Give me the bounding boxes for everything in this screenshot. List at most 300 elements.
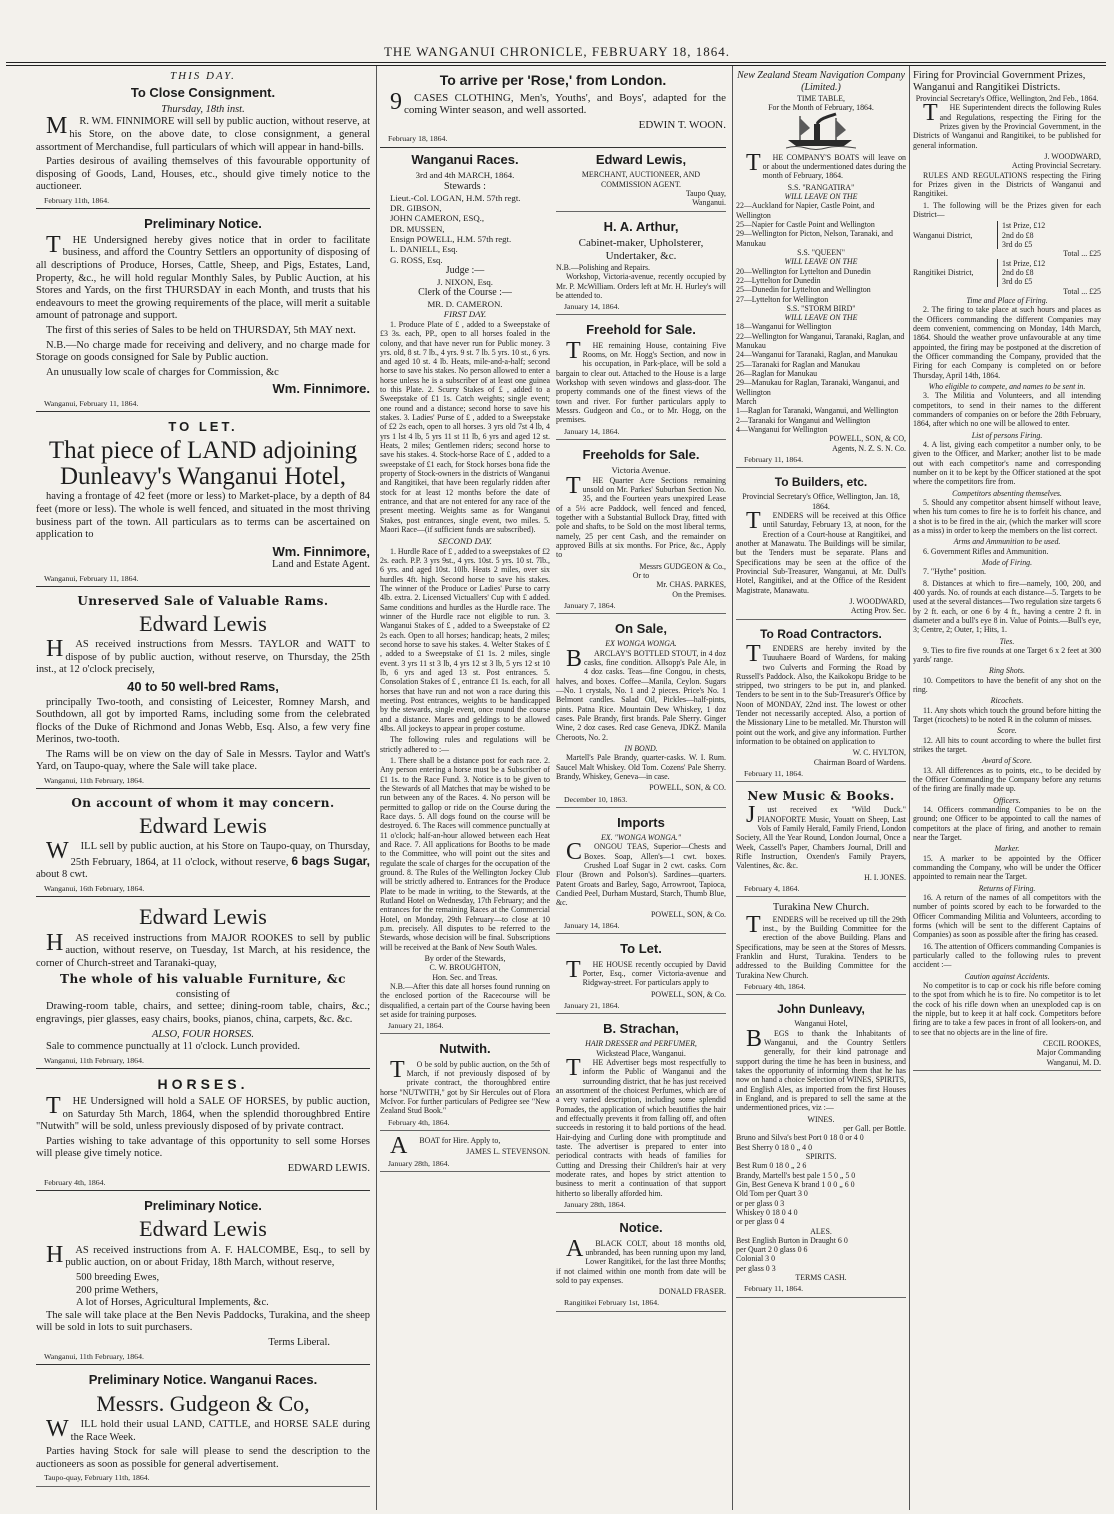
list-item: 29—Wellington for Picton, Nelson, Taranaki, and Manukau: [736, 229, 893, 248]
list-item: 22—Wellington for Wanganui, Taranaki, Raglan, and Manukau: [736, 331, 905, 351]
ad-body: BARCLAY'S BOTTLED STOUT, in 4 doz casks, fine condition. Allsopp's Pale Ale, in 4 doz casks. Teas—fine Congou, in chests, halves, and boxes. Coffee—Manila, Ceylon. Sugars—No. 1 crystals, No. 1 and 2 pieces. Price's No. 1 Belmont candles. Salad Oil, Pickles—half-pints, pints. Patna Rice. Mountain Dew Whiskey, 1 doz cases. Pale Brandy, first brands. Pale Sherry. Ginger Wine, 2 doz cases. Red case Geneva, JDKZ. Manila Cheroots, No. 2.: [556, 645, 726, 742]
steamship-icon: [786, 112, 856, 150]
rule-body: 7. "Hythe" position.: [923, 567, 986, 577]
masthead-rule-thin: [6, 65, 1106, 66]
ad-big-title: That piece of LAND adjoining Dunleavy's Wanganui Hotel,: [48, 436, 358, 491]
price-table: [736, 1133, 906, 1273]
column-divider: [909, 66, 910, 1510]
ad-body: 1. Produce Plate of £ , added to a Sweepstake of £3 3s. each, PP., open to all horses foaled in the colony, and that have never run for Public money. 3 yrs. old, 8 st. 7 lb., 4 yrs. 9 st. 7 lb. 5 yrs. 10 st., 6 yrs. and aged 10 st. 4 lb. Heats, mile-and-a-half; second horse to save his stakes. No person allowed to enter a horse unless he is a subscriber of at least one guinea to this Plate. 2. Scurry Stakes of £ , added to a Sweepstake of £1 1s. Catch weights; single event; one round and a distance; second horse to save his stakes. 3. Ladies' Purse of £ , added to a Sweepstake of £2 2s each, open to all horses. 3 yrs old 7st 4 lb, 4 yrs 1 lst 4 lb, 5 yrs 11 st 11 lb, 6 yrs and aged 12 st. Heats, 2 miles; Gentlemen riders; second horse to save his stakes. 4. Stock-horse Race of £ , added to a sweepstake of £1 each, for Stock horses bona fide the property of Stock-owners in the districts of Wanganui and Rangitikei, that have been regularly ridden after stock for at least 12 months before the date of entrance, and that are not entered for any race of the present meeting. Weights same as for Wanganui Stakes, post entrances, single event, two miles. 5. Maori Race—(if sufficient funds are subscribed).: [380, 319, 550, 535]
ad-ha-arthur: [556, 215, 726, 316]
list-item: 1—Raglan for Taranaki, Wanganui, and Wellington: [736, 406, 899, 416]
table-row: Bruno and Silva's best Port 0 18 0 or 4 0: [736, 1133, 864, 1143]
ad-heading: Notice.: [619, 1220, 663, 1236]
ad-body: TENDERS are hereby invited by the Tuuuhaere Board of Wardens, for making two Culverts and Forming the Road by Russell's Paddock. Also, the Kaikokopu Bridge to be stripped, two stringers to be put in, and planked. Tenders to be sent in to the Sub-Treasurer's Office by Noon of MONDAY, 22nd inst. The lowest or other Tender not necessarily accepted. Also, a portion of the Missionary Line to be metalled. Mr. Thurston will point out the work, and give any information. Further information to be obtained on application to: [736, 640, 906, 747]
ad-body: N.B.—After this date all horses found running on the enclosed portion of the Racecourse will be disqualified, a certain part of the Course having been set aside for training purposes.: [380, 981, 550, 1019]
ad-signer: EDWIN T. WOON.: [638, 119, 726, 132]
list-item: 25—Taranaki for Raglan and Manukau: [736, 359, 860, 369]
ad-bold-inline: 6 bags Sugar,: [291, 853, 370, 868]
ad-line: 3rd and 4th MARCH, 1864.: [415, 170, 515, 181]
ad-signer-title: Hon. Sec. and Treas.: [432, 972, 498, 982]
ad-date: February 4, 1864.: [744, 884, 800, 894]
table-row: or per glass 0 3: [736, 1198, 785, 1208]
ad-nutwith: [380, 1037, 550, 1130]
table-row: Best English Burton in Draught 6 0: [736, 1235, 848, 1245]
ad-line: Or to: [632, 570, 650, 580]
list-item: 25—Dunedin for Lyttelton and Wellington: [736, 285, 871, 295]
ad-heading: Imports: [617, 814, 665, 830]
district-label: Rangitikei District,: [913, 268, 974, 278]
ad-bold-line: The whole of his valuable Furniture, &c: [60, 972, 346, 987]
ad-date: January 28th, 1864.: [564, 1200, 626, 1209]
table-row: SPIRITS.: [805, 1151, 837, 1161]
ad-date: February 18, 1864.: [388, 134, 448, 144]
ad-heading: Edward Lewis,: [595, 152, 687, 167]
ad-line: MR. D. CAMERON.: [427, 299, 503, 310]
rule-heading: Who eligible to compete, and names to be sent in.: [928, 381, 1086, 391]
rule-heading: Mode of Firing.: [981, 557, 1033, 567]
list-item: 500 breeding Ewes,: [76, 1272, 160, 1284]
ad-line: ALSO, FOUR HORSES.: [151, 1028, 255, 1040]
list-item: JOHN CAMERON, ESQ.,: [390, 213, 485, 224]
ad-body: THE COMPANY'S BOATS will leave on or about the undermentioned dates during the month of February, 1864.: [746, 149, 906, 181]
list-item: A lot of Horses, Agricultural Implements, &c.: [76, 1297, 269, 1309]
ad-line: EX WONGA WONGA.: [605, 639, 677, 649]
ad-date: February 11, 1864.: [744, 1284, 804, 1294]
ad-edward-lewis: [556, 148, 726, 212]
ad-body: Parties desirous of availing themselves of this favourable opportunity of disposing of Goods, Land, Houses, etc., should give timely notice to the auctioneer.: [36, 156, 370, 193]
ad-heading: Wanganui Races.: [411, 152, 519, 167]
ship-leave: WILL LEAVE ON THE: [784, 191, 858, 201]
ad-date: January 14, 1864.: [564, 302, 620, 312]
ad-body: N.B.—No charge made for receiving and delivery, and no charge made for Storage on goods consigned for Sale by Public auction.: [36, 339, 370, 364]
ad-date: February 11, 1864.: [744, 769, 804, 779]
prize-table-wanganui: [913, 221, 1101, 249]
ad-date: December 10, 1863.: [564, 794, 628, 804]
ad-body-text: WILL sell by public auction, at his Store on Taupo-quay, on Thursday, 25th February, 1864, at 11 o'clock, without reserve,: [46, 838, 370, 868]
ad-heading: Nutwith.: [439, 1041, 491, 1057]
ad-signer: On the Premises.: [672, 589, 726, 599]
ad-body: THE Advertiser begs most respectfully to inform the Public of Wanganui and the surrounding district, that he has just received an assortment of the choicest Perfumes, which are of a very varied description, including some splendid Pomades, the application of which beautifies the hair and effectually prevents it from falling off, and often succeeds in restoring it to bald portions of the head. Hair-dying and Curling done with promptitude and taste. The advertiser is prepared to enter into periodical contracts with heads of families for Cutting and Dressing their Children's hair at very moderate rates, and hopes by strict attention to business to merit a continuation of that support hitherto so liberally afforded him.: [556, 1055, 726, 1198]
list-item: 20—Wellington for Lyttelton and Dunedin: [736, 266, 871, 276]
ad-heading: To Close Consignment.: [130, 85, 276, 101]
ad-body: Parties wishing to take advantage of this opportunity to sell some Horses will please give timely notice.: [36, 1135, 370, 1160]
ad-furniture: [36, 900, 370, 1069]
ship-leave: WILL LEAVE ON THE: [784, 257, 858, 267]
ad-heading: HORSES.: [157, 1076, 249, 1093]
column-2-right: [556, 148, 726, 1315]
table-row: Colonial 3 0: [736, 1254, 776, 1264]
ad-steam-navigation: [736, 68, 906, 468]
ad-heading: Preliminary Notice. Wanganui Races.: [88, 1371, 318, 1387]
ad-date: January 21, 1864.: [388, 1021, 444, 1031]
rule-body: 5. Should any competitor absent himself without leave, when his turn comes to fire he is to forfeit his chance, and a shot is to be fired in the air, (which the marker will score as a miss) in order to keep the members on the list correct.: [913, 497, 1101, 535]
ship-name: S.S. "QUEEN": [797, 247, 845, 257]
ad-signer-title: Agents, N. Z. S. N. Co.: [832, 443, 906, 453]
steamship-image: [736, 112, 906, 152]
ad-line: Terms Liberal.: [268, 1337, 330, 1349]
ad-firing-prizes: [913, 68, 1101, 1071]
ad-notice: [556, 1216, 726, 1311]
ad-on-account: [36, 792, 370, 897]
ad-date: Wanganui, February 11, 1864.: [44, 399, 139, 408]
ad-subheading: SECOND DAY.: [438, 536, 492, 547]
rule-heading: Caution against Accidents.: [964, 971, 1050, 981]
ad-heading: Freeholds for Sale.: [582, 446, 700, 462]
ad-line: Provincial Secretary's Office, Wellington, 2nd Feb., 1864.: [915, 94, 1099, 104]
ad-line: By order of the Stewards,: [424, 953, 506, 963]
list-item: 27—Lyttelton for Wellington: [736, 294, 829, 304]
ad-body-text: about 8 cwt.: [36, 869, 88, 881]
ad-to-builders: [736, 471, 906, 619]
table-row: Whiskey 0 18 0 4 0: [736, 1207, 798, 1217]
ad-heading: To Let.: [620, 941, 662, 957]
rule-heading: List of persons Firing.: [971, 430, 1043, 440]
ad-body: HAS received instructions from A. F. HALCOMBE, Esq., to sell by public auction, on or about Friday, 18th March, without reserve,: [46, 1241, 370, 1269]
list-item: March: [736, 397, 757, 407]
list-item: 1st Prize, £12: [1002, 221, 1046, 231]
ad-preliminary-notice: [36, 212, 370, 412]
ad-rose-london: [380, 68, 726, 148]
column-1: [36, 68, 370, 1508]
column-2: [380, 68, 726, 1508]
price-table-header: per Gall. per Bottle.: [843, 1123, 906, 1133]
ad-date: January 7, 1864.: [564, 600, 616, 610]
ad-to-let: [36, 415, 370, 587]
ad-signer: Messrs GUDGEON & Co.,: [639, 561, 726, 571]
list-item: DR. MUSSEN,: [390, 223, 445, 234]
rule-heading: Officers.: [993, 795, 1021, 805]
table-row: ALES.: [810, 1226, 832, 1236]
list-item: 26—Raglan for Manukau: [736, 369, 818, 379]
ad-signer: H. I. JONES.: [864, 872, 906, 882]
masthead-title: THE WANGANUI CHRONICLE, FEBRUARY 18, 1864.: [383, 44, 731, 59]
ad-body: 9CASES CLOTHING, Men's, Youths', and Boys', adapted for the coming Winter season, and well assorted.: [390, 88, 726, 117]
rule-body: 10. Competitors to have the benefit of any shot on the ring.: [913, 675, 1101, 695]
ad-on-sale: [556, 617, 726, 808]
ad-date: Rangitikei February 1st, 1864.: [564, 1298, 660, 1308]
rule-body: 12. All hits to count according to where the bullet first strikes the target.: [913, 735, 1101, 755]
ad-line: HAIR DRESSER and PERFUMER,: [585, 1039, 697, 1049]
ad-heading: Unreserved Sale of Valuable Rams.: [77, 594, 329, 609]
ad-signer: POWELL, SON, & Co.: [651, 989, 726, 999]
ad-body: HAS received instructions from MAJOR ROOKES to sell by public auction, without reserve, on Tuesday, 1st March, at his residence, the corner of Church-street and Taranaki-quay,: [36, 929, 370, 969]
ad-signer-title: Acting Prov. Sec.: [850, 606, 906, 616]
ad-to-let-2: [556, 937, 726, 1014]
prize-list: [997, 259, 1045, 287]
ad-bold-line: 40 to 50 well-bred Rams,: [127, 678, 279, 694]
ad-gudgeon: [36, 1368, 370, 1487]
list-item: 1st Prize, £12: [1002, 258, 1046, 268]
ad-signer: POWELL, SON, & CO,: [829, 434, 906, 444]
ad-line: Stewards :: [444, 180, 486, 192]
stewards-list: [390, 193, 550, 266]
list-item: DR. GIBSON,: [390, 202, 442, 213]
ad-body: The following rules and regulations will be strictly adhered to :—: [380, 735, 550, 754]
ad-date: Wanganui, 16th February, 1864.: [44, 883, 145, 893]
prize-table-rangitikei: [913, 259, 1101, 287]
ad-body: TO be sold by public auction, on the 5th of March, if not previously disposed of by private contract, the thoroughbred entire horse "NUTWITH," got by Sir Hercules out of Flora McIvor. For further particulars of Pedigree see "New Zealand Stud Book.": [380, 1056, 550, 1116]
prize-total: Total ... £25: [1063, 249, 1101, 259]
ad-preliminary-notice-2: [36, 1194, 370, 1365]
ad-heading: B. Strachan,: [603, 1021, 679, 1037]
ad-heading: Turakina New Church.: [772, 902, 870, 914]
ad-body: ABOAT for Hire. Apply to,: [390, 1132, 501, 1159]
ad-line: TIME TABLE,: [797, 93, 845, 103]
rule-heading: Ties.: [999, 636, 1015, 646]
table-row: Brandy, Martell's best pale 1 5 0 „ 5 0: [736, 1170, 856, 1180]
ad-signer-title: Wanganui, M. D.: [1046, 1057, 1101, 1067]
ad-signer: Mr. CHAS. PARKES,: [656, 580, 726, 590]
ad-body: THE Undersigned hereby gives notice that in order to facilitate business, and afford the Country Settlers an opportunity of disposing of all descriptions of Produce, Horses, Cattle, Sheep, and Pigs, Estates, Land, Property, &c., he will hold regular Monthly Sales, by Public Auction, at his Stores and Yards, on the first THURSDAY in each Month, and trusts that his endeavours to meet the growing requirements of the place, will merit a suitable amount of patronage and support.: [36, 231, 370, 322]
ad-line: MERCHANT, AUCTIONEER, AND COMMISSION AGENT.: [581, 170, 701, 189]
prize-total: Total ... £25: [1063, 286, 1101, 296]
ad-body: BEGS to thank the Inhabitants of Wanganui, and the Country Settlers generally, for their kind patronage and support during the time he has been in business, and takes the opportunity of informing them that he has now on hand a choice Selection of WINES, SPIRITS, and English Ales, as imported from the first Houses in England, and is prepared to sell the same at the undermentioned prices, viz :—: [736, 1025, 906, 1113]
ad-close-consignment: [36, 68, 370, 209]
ad-line: Taupo Quay,: [685, 188, 726, 198]
ad-heading: On account of whom it may concern.: [71, 796, 335, 811]
ad-signer: POWELL, SON, & Co.: [651, 909, 726, 919]
ad-heading: On Sale,: [614, 621, 668, 637]
ad-body: THE HOUSE recently occupied by David Porter, Esq., corner Victoria-avenue and Ridgway-street. For particulars apply to: [566, 956, 726, 988]
ship-name: S.S. "RANGATIRA": [787, 182, 855, 192]
ad-date: February 4th, 1864.: [44, 1177, 106, 1187]
ad-body: Parties having Stock for sale will please to send the description to the auctioneers as soon as possible for general advertisement.: [36, 1446, 370, 1470]
ad-signer: J. WOODWARD,: [1044, 152, 1101, 162]
ad-body: THE remaining House, containing Five Rooms, on Mr. Hogg's Section, and now in his occupation, in Park-place, will be sold a bargain to clear out. Attached to the House is a large Workshop with seven windows and glass-door. The property commands one of the finest views of the town and river. For further particulars apply to Messrs. Gudgeon and Co., or to Mr. Hogg, on the premises.: [556, 337, 726, 425]
ad-big-title: Edward Lewis: [139, 904, 267, 930]
ad-heading: Firing for Provincial Government Prizes, Wanganui and Rangitikei Districts.: [913, 70, 1086, 94]
rule-heading: Ricochets.: [990, 696, 1024, 706]
list-item: 29—Manukau for Raglan, Taranaki, Wanganui, and Wellington: [736, 378, 900, 397]
ad-wanganui-races: [380, 148, 550, 1034]
ad-line: Clerk of the Course :—: [418, 287, 512, 299]
rule-body: 8. Distances at which to fire—namely, 100, 200, and 400 yards. No. of rounds at each distance—5. Targets to be used at the several distances—Two regulation size targets 6 by 2 ft. each, or one 6 by 4 ft., having a centre 2 ft. in diameter and a bull's eye 8 in. Value of Points.—Bull's eye, 3; Centre, 2; Outer, 1; Hits, 1.: [913, 578, 1101, 635]
list-item: 22—Auckland for Napier, Castle Point, and Wellington: [736, 201, 875, 220]
ad-subheading: IN BOND.: [624, 743, 658, 753]
district-label: Wanganui District,: [913, 230, 973, 240]
ad-date: January 21, 1864.: [564, 1000, 620, 1010]
ad-body: Sale to commence punctually at 11 o'clock. Lunch provided.: [46, 1041, 301, 1053]
list-item: Ensign POWELL, H.M. 57th regt.: [390, 234, 512, 244]
rule-body: 13. All differences as to points, etc., to be decided by the Officer Commanding the Company before any returns of the firing are finally made up.: [913, 765, 1101, 794]
ad-line: Provincial Secretary's Office, Wellington, Jan. 18, 1864.: [742, 492, 900, 511]
ad-signer: POWELL, SON, & CO.: [649, 783, 726, 793]
table-row: Best Sherry 0 18 0 „ 4 0: [736, 1142, 813, 1152]
ad-signer: DONALD FRASER.: [658, 1287, 726, 1297]
ad-body: principally Two-tooth, and consisting of Leicester, Romney Marsh, and Southdown, all got by imported Rams, including some from the celebrated flocks of the Duke of Richmond and Jonas Webb, Esq. Also, a few very fine Merinos, two-tooth.: [36, 696, 370, 746]
ad-heading: Preliminary Notice.: [144, 216, 262, 232]
ad-body: 1. There shall be a distance post for each race. 2. Any person entering a horse must be a Subscriber of £1 1s. to the Race Fund. 3. Notice is to be given to the Stewards of all Matches that may be wished to be run between any of the Races. 4. No person will be permitted to gallop or ride on the Course during the Race days. 5. All dogs found on the course will be destroyed. 6. The Races will commence punctually at 11 o'clock; half-an-hour allowed between each Heat and Race. 7. All applications for Booths to be made to the Committee, who will point out the sites and regulate the scale of charges for the occupation of the ground. 8. The Rules of the Wellington Jockey Club will be strictly adhered to. Entrances for the Produce Plate to be made in writing, to the Stewards, at the Rutland Hotel on Wednesday, 17th February; and the entrances for the remaining Races at the Commercial Hotel, on Monday, 29th February—to close at 10 p.m. precisely. All disputes to be referred to the Stewards, whose decision will be final. Subscriptions will be received at the Bank of New South Wales.: [380, 755, 550, 952]
ad-date: February 4th, 1864.: [388, 1117, 450, 1127]
masthead-rule: [6, 62, 1106, 63]
ship-name: S.S. "STORM BIRD": [786, 303, 856, 313]
list-item: Lieut.-Col. LOGAN, H.M. 57th regt.: [390, 192, 521, 203]
ad-new-music: [736, 785, 906, 897]
ad-signer-title: Major Commanding: [1036, 1048, 1101, 1058]
ad-body: The first of this series of Sales to be held on THURSDAY, 5th MAY next.: [46, 325, 356, 337]
rule-body: 9. Ties to fire five rounds at one Target 6 x 2 feet at 300 yards' range.: [913, 645, 1101, 665]
rule-body: 2. The firing to take place at such hours and places as the Officers commanding the different Companies may deem convenient, commencing on Monday, 14th March, 1864. Should the weather prove unfavourable at any time appointed, the firing may be postponed at the discretion of the Officer commanding the Company, provided that the Firing for each Company is completed on or before Thursday, April 14th, 1864.: [913, 305, 1101, 380]
ad-big-title: Edward Lewis: [139, 1216, 267, 1242]
ad-item-list: [76, 1272, 370, 1310]
ad-heading: To Builders, etc.: [774, 475, 868, 490]
rule-body: 4. A list, giving each competitor a number only, to be given to the Officer, and Marker; another list to be made out with each competitor's name and corresponding number on it to be kept by the Officer stationed at the spot where the competitors fire from.: [913, 439, 1101, 487]
ad-date: Taupo-quay, February 11th, 1864.: [44, 1473, 150, 1483]
ad-date: Wanganui, 11th February, 1864.: [44, 1351, 144, 1361]
ad-signer: J. WOODWARD,: [849, 597, 906, 607]
ad-body: THE Quarter Acre Sections remaining unsold on Mr. Parkes' Suburban Section No. 35, and the Fourteen years unexpired Lease of a 5½ acre Paddock, well fenced and fenced, together with a Substantial Bullock Dray, fitted with pole and shafts, to be Sold on the most liberal terms, namely, 25 per cent Cash, and the remainder on approved Bills at six months. For Price, &c., Apply to: [556, 472, 726, 560]
list-item: 2nd do £8: [1002, 268, 1034, 278]
table-row: per glass 0 3: [736, 1263, 776, 1273]
list-item: G. ROSS, Esq.: [390, 254, 443, 265]
rule-body: No competitor is to cap or cock his rifle before coming to the spot from which he is to fire. No competitor is to let the cock of his rifle down when an unexploded cap is on the nipple, but to keep it at half cock. Competitors before firing are to take a few paces in front of all lookers-on, and to see that no objects are in the line of fire.: [913, 980, 1101, 1037]
list-item: 22—Lyttelton for Dunedin: [736, 275, 821, 285]
ad-body: THE Undersigned will hold a SALE OF HORSES, by public auction, on Saturday 5th March, 1864, when the splendid thoroughbred Entire "Nutwith" will be sold, unless previously disposed of by private contract.: [36, 1092, 370, 1133]
ad-heading: New Zealand Steam Navigation Company (Limited.): [737, 70, 905, 93]
ad-date: January 14, 1864.: [564, 426, 620, 436]
ad-body: RULES AND REGULATIONS respecting the Firing for Prizes given in the Districts of Wanganui and Rangitikei.: [913, 170, 1101, 199]
ad-signer-title: Acting Provincial Secretary.: [1011, 161, 1101, 171]
ad-subheading: FIRST DAY.: [443, 309, 487, 320]
ad-date: Wanganui, February 11, 1864.: [44, 574, 139, 583]
ad-line: Cabinet-maker, Upholsterer, Undertaker, &c.: [578, 236, 704, 262]
ad-date: February 4th, 1864.: [744, 981, 806, 991]
ad-boat-hire: [380, 1134, 550, 1172]
ad-heading: To Road Contractors.: [760, 626, 882, 641]
rule-heading: Score.: [997, 726, 1017, 736]
ad-signer: JAMES L. STEVENSON.: [466, 1147, 550, 1157]
ad-john-dunleavy: [736, 998, 906, 1298]
ad-line: J. NIXON, Esq.: [437, 276, 493, 287]
ad-heading: Freehold for Sale.: [586, 322, 696, 338]
ad-turakina-church: [736, 900, 906, 995]
ad-line: EX. "WONGA WONGA.": [600, 833, 682, 843]
ad-line: For the Month of February, 1864.: [768, 102, 874, 112]
ad-strachan: [556, 1017, 726, 1213]
ad-signer-title: Chairman Board of Wardens.: [813, 757, 906, 767]
rule-heading: Competitors absenting themselves.: [952, 488, 1062, 498]
rule-heading: Ring Shots.: [989, 666, 1025, 676]
ad-body: Drawing-room table, chairs, and settee; dining-room table, chairs, &c.; engravings, pier glasses, easy chairs, books, pianos, china, carpets, &c. &c.: [36, 1001, 370, 1026]
list-item: 2—Taranaki for Wanganui and Wellington: [736, 415, 871, 425]
table-row: or per glass 0 4: [736, 1217, 785, 1227]
ad-body: Martell's Pale Brandy, quarter-casks. W. I. Rum. Saucel Malt Whiskey. Old Tom. Cozens' Pale Sherry. Brandy, Whiskey, Geneva—in case.: [556, 753, 726, 781]
column-4: [913, 68, 1101, 1508]
ad-date: Wanganui, 11th February, 1864.: [44, 1055, 144, 1065]
rule-body: 16. The attention of Officers commanding Companies is particularly called to the following rules to prevent accident :—: [913, 941, 1101, 970]
ad-date: February 11, 1864.: [744, 455, 804, 465]
list-item: 3rd do £5: [1002, 240, 1033, 250]
ad-date-line: Thursday, 18th inst.: [161, 103, 245, 115]
ad-signer: CECIL ROOKES,: [1042, 1038, 1101, 1048]
ad-body: CONGOU TEAS, Superior—Chests and Boxes. Soap, Allen's—1 cwt. boxes. Crushed Loaf Sugar in 2 cwt. casks. Corn Flour (Brown and Polson's). Sardines—quarters. Patent Groats and Barley, Sago, Arrowroot, Tapioca, Candied Peel, Durham Mustard, Starch, Thumb Blue, &c.: [556, 839, 726, 908]
ad-imports: [556, 811, 726, 934]
list-item: 18—Wanganui for Wellington: [736, 322, 832, 332]
ad-heading: H. A. Arthur,: [603, 218, 679, 234]
table-row: per Quart 2 0 glass 0 6: [736, 1245, 808, 1255]
ad-big-title: Messrs. Gudgeon & Co,: [96, 1390, 310, 1416]
ad-signer: EDWARD LEWIS.: [287, 1162, 370, 1174]
ad-date: Wanganui, 11th February, 1864.: [44, 776, 144, 786]
ad-line: Wanganui Hotel,: [794, 1019, 848, 1029]
rule-body: 3. The Militia and Volunteers, and all intending competitors, to send in their names to the different commanders of companies on or before the 28th February, 1864, after which no one will be allowed to enter.: [913, 391, 1101, 429]
list-item: 200 prime Wethers,: [76, 1284, 159, 1296]
ad-signer-title: Land and Estate Agent.: [272, 559, 370, 571]
ad-body: An unusually low scale of charges for Commission, &c: [46, 366, 279, 378]
ad-date: January 14, 1864.: [564, 921, 620, 931]
table-row: Best Rum 0 18 0 „ 2 6: [736, 1161, 807, 1171]
ad-date: January 28th, 1864.: [388, 1158, 450, 1168]
list-item: 25—Napier for Castle Point and Wellington: [736, 219, 875, 229]
ad-body: The sale will take place at the Ben Nevis Paddocks, Turakina, and the sheep will be sold in lots to suit purchasers.: [36, 1309, 370, 1334]
ad-line: Wickstead Place, Wanganui.: [596, 1048, 686, 1058]
ad-body: MR. WM. FINNIMORE will sell by public auction, without reserve, at his Store, on the above date, to close consignment, a general assortment of Merchandise, full particulars of which will appear in hand-bills.: [36, 113, 370, 153]
ad-big-title: Edward Lewis: [139, 610, 267, 636]
ad-signer: Wm. Finnimore,: [272, 543, 370, 559]
list-item: 3rd do £5: [1002, 277, 1033, 287]
ship-schedule: [736, 201, 906, 248]
ad-line: TERMS CASH.: [795, 1273, 847, 1283]
ad-big-title: Edward Lewis: [139, 812, 267, 838]
ad-heading: New Music & Books.: [747, 789, 895, 804]
this-day-label: THIS DAY.: [170, 70, 236, 82]
ad-body: The Rams will be on view on the day of Sale in Messrs. Taylor and Watt's Yard, on Taupo-quay, where the Sale will take place.: [36, 748, 370, 773]
ad-body: [36, 838, 370, 882]
column-3: [736, 68, 906, 1508]
list-item: L. DANIELL, Esq.: [390, 244, 458, 255]
rule-body: 16. A return of the names of all competitors with the number of points scored by each to be forwarded to the Officer Commanding Militia and Volunteers, according to forms (which will be sent to the different Captains of Companies) as soon as possible after the firing has ceased.: [913, 893, 1101, 940]
column-divider: [732, 66, 733, 1510]
rule-body: 6. Government Rifles and Ammunition.: [923, 546, 1049, 556]
column-divider: [376, 66, 377, 1510]
column-2-left: [380, 148, 550, 1175]
ad-line: consisting of: [176, 988, 230, 1000]
ship-schedule: [736, 267, 906, 304]
ship-schedule: [736, 322, 906, 434]
rule-heading: Arms and Ammunition to be used.: [953, 537, 1061, 547]
table-row: Gin, Best Geneva K brand 1 0 0 „ 6 0: [736, 1179, 855, 1189]
ad-heading: To arrive per 'Rose,' from London.: [439, 72, 667, 88]
rule-heading: Marker.: [994, 844, 1020, 854]
ad-body: THE Superintendent directs the following Rules and Regulations, respecting the Firing for the Prizes given by the Provincial Government, in the Districts of Wanganui and Rangitikei, to be published for general information.: [913, 100, 1101, 150]
ad-body: ABLACK COLT, about 18 months old, unbranded, has been running upon my land, Lower Rangitikei, for the last three Months; if not claimed within one month from date will be sold to pay expenses.: [556, 1235, 726, 1285]
rule-body: 15. A marker to be appointed by the Officer commanding the Company, who will be under the Officer appointed to remain near the Target.: [913, 853, 1101, 882]
ship-leave: WILL LEAVE ON THE: [784, 313, 858, 323]
ad-body: WILL hold their usual LAND, CATTLE, and HORSE SALE during the Race Week.: [46, 1415, 370, 1443]
ad-body: TENDERS will be received at this Office until Saturday, February 13, at noon, for the Erection of a Court-house at Rangitikei, and another at Manawatu. The Buildings will be similar, but the Tenders must be separate. Plans and Specifications may be seen at the office of the Provincial Sub-Treasurer, Wanganui, at Mr. Dull's Hotel, Rangitikei, and at the Office of the Resident Magistrate, Manawatu.: [736, 508, 906, 595]
ad-signer: Wm. Finnimore.: [272, 381, 370, 397]
ad-line: N.B.—Polishing and Repairs.: [556, 262, 651, 272]
ad-heading: Preliminary Notice.: [144, 1197, 262, 1213]
ad-signer: W. C. HYLTON,: [852, 748, 906, 758]
ad-body: TENDERS will be received up till the 29th inst., by the Building Committee for the erection of the above Building. Plans and Specifications, may be seen at the Stores of Messrs. Franklin and Hurst, Turakina. Tenders to be addressed to the Building Committee for the Turakina New Church.: [736, 911, 906, 980]
table-row: Old Tom per Quart 3 0: [736, 1189, 808, 1199]
ad-road-contractors: [736, 623, 906, 783]
ad-line: Wanganui.: [692, 198, 726, 208]
ad-body: HAS received instructions from Messrs. TAYLOR and WATT to dispose of by public auction, without reserve, on Thursday, the 25th inst., at 12 o'clock precisely,: [36, 636, 370, 676]
ad-date: February 11th, 1864.: [44, 195, 110, 205]
masthead: [0, 0, 1114, 62]
list-item: 4—Wanganui for Wellington: [736, 425, 828, 435]
rule-body: 11. Any shots which touch the ground before hitting the Target (ricochets) to be noted R in the column of misses.: [913, 705, 1101, 725]
ad-subheading: WINES.: [807, 1114, 835, 1124]
list-item: 24—Wanganui for Taranaki, Raglan, and Manukau: [736, 350, 898, 360]
ad-horses: [36, 1072, 370, 1191]
ad-body: 1. Hurdle Race of £ , added to a sweepstakes of £2 2s. each. P.P. 3 yrs 9st., 4 yrs. 10st. 5 yrs. 10 st. 7lb., 6 yrs. and aged 10st. 10lb. Heats 2 miles, over six hurdles 4ft. high. Second horse to save his stakes. The winner of the Produce or Ladies' Purse to carry 4lb. extra. 2. Licensed Victuallers' Cup with £ added. Same conditions and hurdles as the Hurdle race. The winner of the Hurdle race not eligible to run. 3. Wanganui Stakes of £ , added to a Sweepstake of £2 2s each. Open to all horses; handicap; heats, 2 miles; second horse to save his stakes. 4. Welter Stakes of £ , added to a Sweepstake of £1 1s. 2 miles, single event. 3 yrs 11 st 3 lb, 4 yrs 12 st 3 lb, 5 yrs 12 st 10 lb, 6 yrs and aged 13 st. Post entrances. 5. Consolation Stakes of £ , entrance £1 1s. each, for all horses that have run and not won a race during this meeting. Post entrances, weights to be handicapped by the stewards, single event, once round the course and a distance. Mares and geldings to be allowed 4lbs. All jockeys to appear in proper costume.: [380, 546, 550, 733]
ad-line: Victoria Avenue.: [611, 465, 671, 476]
ad-signer: C. W. BROUGHTON,: [429, 963, 501, 973]
rule-heading: Award of Score.: [981, 756, 1033, 766]
